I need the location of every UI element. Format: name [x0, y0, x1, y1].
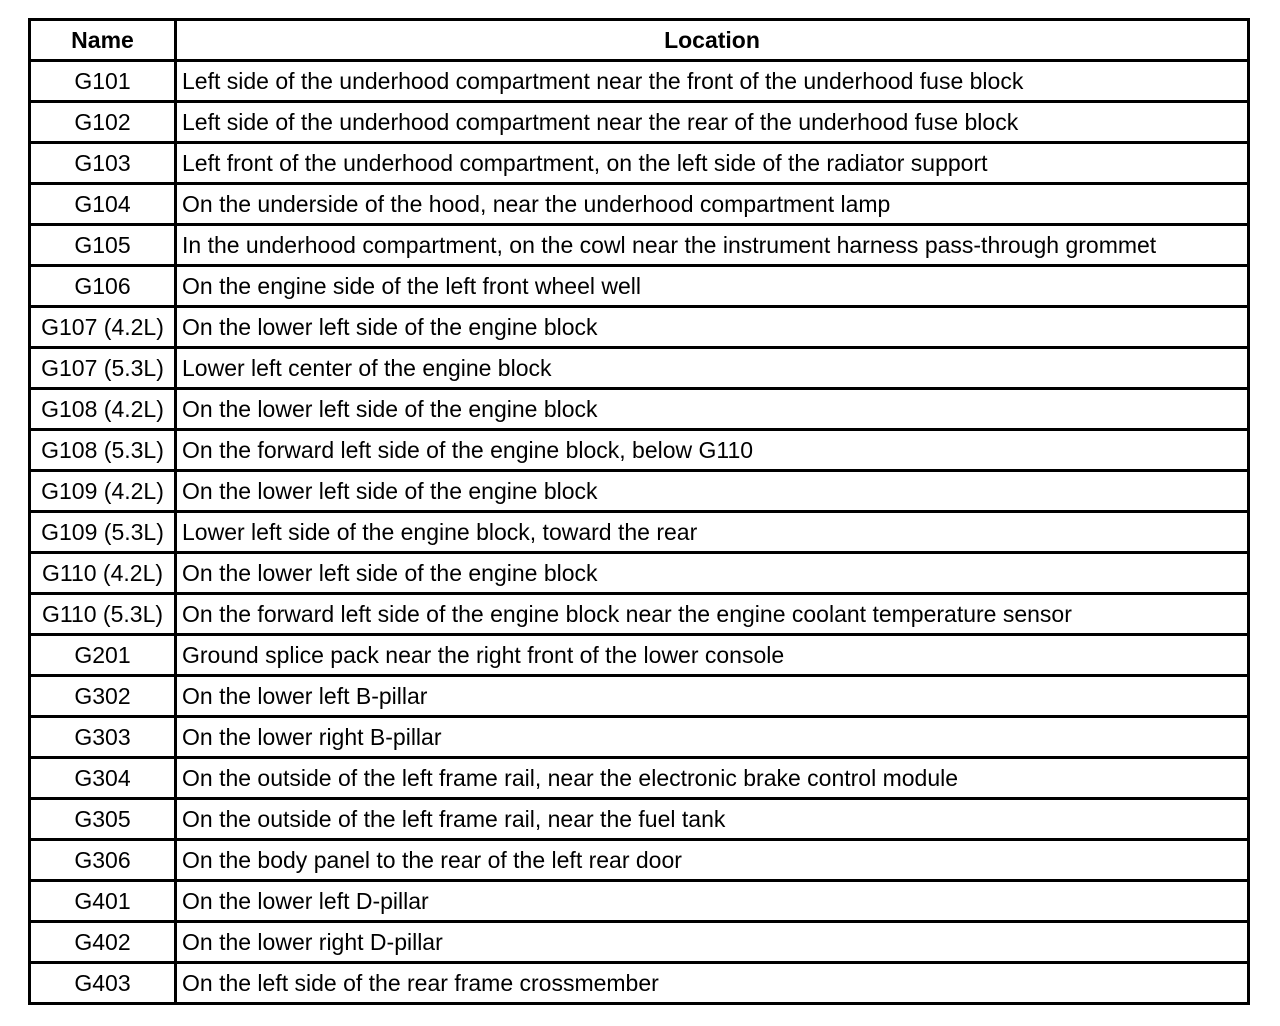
ground-name-cell: G303 [31, 718, 177, 759]
table-row [31, 759, 1250, 800]
ground-name-cell: G109 (5.3L) [31, 513, 177, 554]
ground-location-cell: On the lower left D-pillar [177, 882, 1250, 923]
table-row [31, 267, 1250, 308]
table-row [31, 349, 1250, 390]
ground-location-cell: On the forward left side of the engine block, below G110 [177, 431, 1250, 472]
ground-name-cell: G104 [31, 185, 177, 226]
ground-name-cell: G107 (4.2L) [31, 308, 177, 349]
ground-name-cell: G108 (5.3L) [31, 431, 177, 472]
table-row [31, 144, 1250, 185]
ground-location-cell: On the outside of the left frame rail, near the fuel tank [177, 800, 1250, 841]
table-row [31, 226, 1250, 267]
ground-name-cell: G108 (4.2L) [31, 390, 177, 431]
table-header-row [31, 21, 1250, 62]
table-row [31, 595, 1250, 636]
table-row [31, 841, 1250, 882]
ground-location-cell: On the lower right D-pillar [177, 923, 1250, 964]
ground-location-cell: On the lower right B-pillar [177, 718, 1250, 759]
table-row [31, 800, 1250, 841]
table-row [31, 882, 1250, 923]
table-row [31, 308, 1250, 349]
ground-location-cell: Ground splice pack near the right front of the lower console [177, 636, 1250, 677]
ground-location-cell: Lower left side of the engine block, toward the rear [177, 513, 1250, 554]
ground-location-cell: On the lower left side of the engine block [177, 472, 1250, 513]
ground-name-cell: G305 [31, 800, 177, 841]
table-row [31, 62, 1250, 103]
ground-name-cell: G109 (4.2L) [31, 472, 177, 513]
ground-location-cell: On the engine side of the left front wheel well [177, 267, 1250, 308]
table-row [31, 636, 1250, 677]
table-row [31, 103, 1250, 144]
ground-location-cell: On the lower left side of the engine block [177, 390, 1250, 431]
ground-location-cell: Lower left center of the engine block [177, 349, 1250, 390]
table-row [31, 185, 1250, 226]
ground-name-cell: G101 [31, 62, 177, 103]
ground-name-cell: G302 [31, 677, 177, 718]
ground-location-cell: Left side of the underhood compartment near the rear of the underhood fuse block [177, 103, 1250, 144]
ground-name-cell: G102 [31, 103, 177, 144]
ground-name-cell: G401 [31, 882, 177, 923]
ground-location-cell: On the underside of the hood, near the underhood compartment lamp [177, 185, 1250, 226]
ground-name-cell: G304 [31, 759, 177, 800]
table-row [31, 390, 1250, 431]
table-row [31, 677, 1250, 718]
table-row [31, 923, 1250, 964]
table-row [31, 964, 1250, 1005]
ground-name-cell: G107 (5.3L) [31, 349, 177, 390]
table-row [31, 513, 1250, 554]
ground-name-cell: G105 [31, 226, 177, 267]
ground-name-cell: G106 [31, 267, 177, 308]
ground-name-cell: G110 (4.2L) [31, 554, 177, 595]
ground-location-cell: On the outside of the left frame rail, near the electronic brake control module [177, 759, 1250, 800]
table-row [31, 554, 1250, 595]
ground-location-cell: On the forward left side of the engine block near the engine coolant temperature sensor [177, 595, 1250, 636]
location-column-header: Location [177, 21, 1250, 62]
table-row [31, 718, 1250, 759]
table-row [31, 431, 1250, 472]
ground-name-cell: G110 (5.3L) [31, 595, 177, 636]
ground-location-cell: On the lower left B-pillar [177, 677, 1250, 718]
ground-location-cell: In the underhood compartment, on the cowl near the instrument harness pass-through grommet [177, 226, 1250, 267]
ground-location-cell: On the lower left side of the engine block [177, 554, 1250, 595]
ground-name-cell: G403 [31, 964, 177, 1005]
ground-name-cell: G201 [31, 636, 177, 677]
ground-location-cell: On the body panel to the rear of the left rear door [177, 841, 1250, 882]
table-body [31, 62, 1250, 1005]
ground-locations-table [28, 18, 1250, 1005]
ground-location-cell: Left front of the underhood compartment, on the left side of the radiator support [177, 144, 1250, 185]
ground-location-cell: On the left side of the rear frame crossmember [177, 964, 1250, 1005]
name-column-header: Name [31, 21, 177, 62]
ground-location-cell: Left side of the underhood compartment near the front of the underhood fuse block [177, 62, 1250, 103]
ground-location-cell: On the lower left side of the engine block [177, 308, 1250, 349]
ground-name-cell: G103 [31, 144, 177, 185]
ground-name-cell: G306 [31, 841, 177, 882]
table-row [31, 472, 1250, 513]
ground-name-cell: G402 [31, 923, 177, 964]
